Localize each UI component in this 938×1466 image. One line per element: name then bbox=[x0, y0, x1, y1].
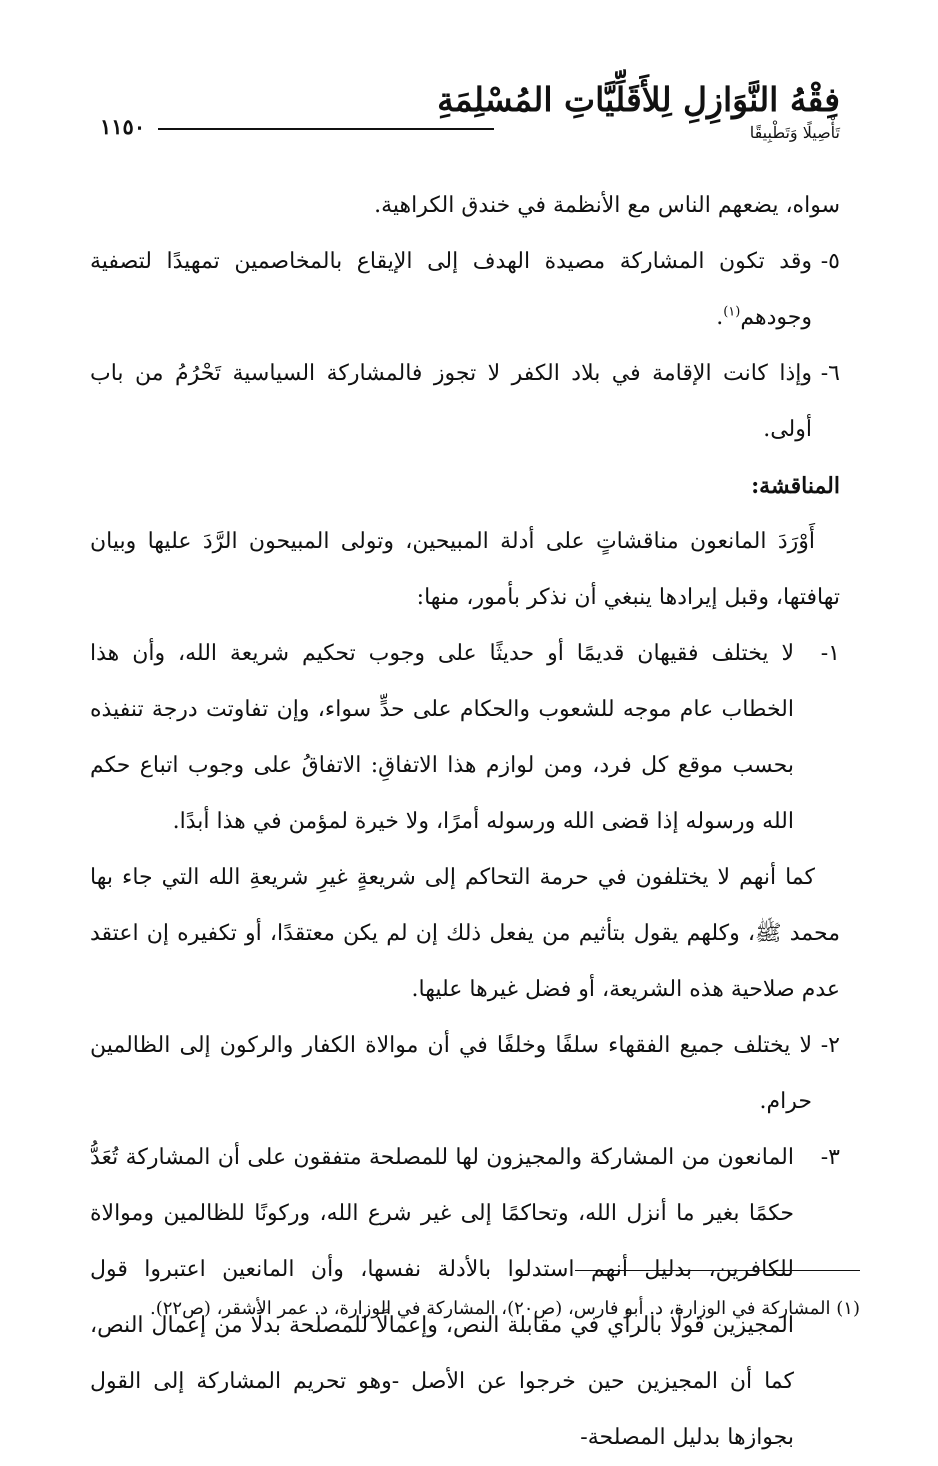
point-2 bbox=[90, 1018, 840, 1130]
paragraph: أَوْرَدَ المانعون مناقشاتٍ على أدلة المبيحين، وتولى المبيحون الرَّدَ عليها وبيان تهافتها، وقبل إيرادها ينبغي أن نذكر بأمور، منها: bbox=[90, 529, 840, 610]
page-number: ١١٥٠ bbox=[100, 114, 146, 139]
list-item-5 bbox=[90, 234, 840, 346]
point-number: ٣- bbox=[820, 1145, 840, 1170]
header-rule bbox=[158, 128, 494, 130]
point-text: المانعون من المشاركة والمجيزون لها للمصلحة متفقون على أن المشاركة تُعَدُّ حكمًا بغير ما أنزل الله، وتحاكمًا إلى غير شرع الله، وركونًا للظالمين وموالاة للكافرين، بدليل أنهم استدلوا بالأدلة نفسها، وأن المانعين اعتبروا قول المجيزين قولًا بالرأي في مقابلة النص، وإعمالًا للمصلحة بدلًا من إعمال النص، كما أن المجيزين حين خرجوا عن الأصل -وهو تحريم المشاركة إلى القول بجوازها بدليل المصلحة- bbox=[90, 1145, 794, 1450]
point-number: ٢- bbox=[820, 1033, 840, 1058]
footnote-ref[interactable]: (١) bbox=[723, 304, 741, 320]
point-number: ١- bbox=[820, 641, 840, 666]
footnote-rule bbox=[575, 1270, 860, 1271]
paragraph: كما أنهم لا يختلفون في حرمة التحاكم إلى شريعةٍ غيرِ شريعةِ الله التي جاء بها محمد ﷺ، وكلهم يقول بتأثيم من يفعل ذلك إن لم يكن معتقدًا، أو تكفيره إن اعتقد عدم صلاحية هذه الشريعة، أو فضل غيرها عليها. bbox=[90, 865, 840, 1002]
book-title: فِقْهُ النَّوَازِلِ لِلأَقَلِّيَّاتِ المُسْلِمَةِ bbox=[437, 80, 840, 119]
list-text: وقد تكون المشاركة مصيدة الهدف إلى الإيقاع بالمخاصمين تمهيدًا لتصفية وجودهم bbox=[90, 249, 813, 330]
point-text: لا يختلف فقيهان قديمًا أو حديثًا على وجوب تحكيم شريعة الله، وأن هذا الخطاب عام موجه للشعوب والحكام على حدٍّ سواء، وإن تفاوتت درجة تنفيذه بحسب موقع كل فرد، ومن لوازم هذا الاتفاقِ: الاتفاقُ على وجوب اتباع حكم الله ورسوله إذا قضى الله ورسوله أمرًا، ولا خيرة لمؤمن في هذا أبدًا. bbox=[90, 641, 794, 834]
list-number: ٦- bbox=[820, 361, 840, 386]
punctuation: . bbox=[716, 305, 724, 330]
text-line-continuation: سواه، يضعهم الناس مع الأنظمة في خندق الكراهية. bbox=[374, 193, 840, 218]
main-text bbox=[90, 178, 840, 1466]
list-item-6 bbox=[90, 346, 840, 458]
list-text: وإذا كانت الإقامة في بلاد الكفر لا تجوز فالمشاركة السياسية تَحْرُمُ من باب أولى. bbox=[90, 361, 812, 442]
list-number: ٥- bbox=[820, 249, 840, 274]
running-header bbox=[100, 78, 840, 148]
point-text: لا يختلف جميع الفقهاء سلفًا وخلفًا في أن موالاة الكفار والركون إلى الظالمين حرام. bbox=[90, 1033, 812, 1114]
footnote: (١) المشاركة في الوزارة، د. أبو فارس، (ص٢٠)، المشاركة في الوزارة، د. عمر الأشقر، (ص٢٢). bbox=[149, 1298, 860, 1319]
book-subtitle: تَأْصِيلًا وَتَطْبِيقًا bbox=[749, 123, 840, 142]
point-1 bbox=[90, 626, 840, 850]
section-heading: المناقشة: bbox=[751, 473, 840, 499]
